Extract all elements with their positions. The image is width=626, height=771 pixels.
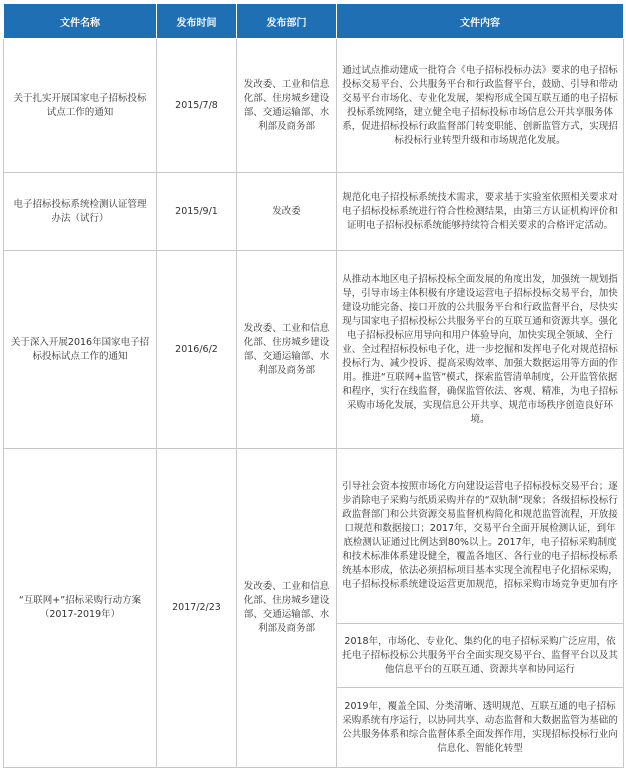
header-file-content: 文件内容: [337, 4, 624, 39]
file-name-cell: 关于深入开展2016年国家电子招标投标试点工作的通知: [4, 251, 157, 449]
header-publish-dept: 发布部门: [237, 4, 337, 39]
publish-dept-cell: 发改委: [237, 173, 337, 251]
file-content-cell: 规范化电子招投标系统技术需求，要求基于实验室依照相关要求对电子招标投标系统进行符合性检测结果，由第三方认证机构评价和证明电子招标投标系统能够持续符合相关要求的合格评定活动。: [337, 173, 624, 251]
publish-date-cell: 2015/7/8: [157, 39, 237, 173]
file-content-cell: 通过试点推动建成一批符合《电子招标投标办法》要求的电子招标投标交易平台、公共服务平台和行政监督平台，鼓励、引导和带动交易平台市场化、专业化发展，架构形成全国互联互通的电子招标投标系统网络，建立健全电子招标投标市场信息公开共享服务体系，促进招标投标行政监督部门转变职能、创新监管方式，实现招标投标行业转型升级和市场规范化发展。: [337, 39, 624, 173]
file-content-cell-2017: 引导社会资本按照市场化方向建设运营电子招标投标交易平台；逐步消除电子采购与纸质采购并存的“双轨制”现象；各级招标投标行政监督部门和公共资源交易监督机构简化和规范监管流程，开放接口规范和数据接口；2017年，交易平台全面开展检测认证，到年底检测认证通过比例达到80%以上。2017年，电子招标采购制度和技术标准体系建设健全，覆盖各地区、各行业的电子招标投标系统基本形成，依法必须招标项目基本实现全流程电子化招标采购，电子招标投标系统建设运营更加规范，招标采购市场竞争更加有序: [337, 449, 624, 624]
file-content-cell: 从推动本地区电子招标投标全面发展的角度出发，加强统一规划指导，引导市场主体积极有序建设运营电子招标投标交易平台，加快建设功能完备、接口开放的公共服务平台和行政监督平台，尽快实现与国家电子招标投标公共服务平台的互联互通和资源共享。强化电子招标投标应用导向和用户体验导向，加快实现全领域、全行业、全过程招标投标电子化，进一步挖掘和发挥电子化对规范招标投标行为、减少投诉、提高采购效率、加强大数据运用等方面的作用。推进“互联网+监管”模式，探索监管清单制度，公开监管依据和程序，实行在线监督，确保监管依法、客观、精准，为电子招标采购市场化发展，实现信息公开共享、规范市场秩序创造良好环境。: [337, 251, 624, 449]
table-row: [4, 173, 624, 251]
file-name-cell: “互联网+”招标采购行动方案（2017-2019年）: [4, 449, 157, 768]
publish-date-cell: 2015/9/1: [157, 173, 237, 251]
header-file-name: 文件名称: [4, 4, 157, 39]
table-row: [4, 449, 624, 624]
file-name-cell: 电子招标投标系统检测认证管理办法（试行）: [4, 173, 157, 251]
file-content-cell-2019: 2019年，覆盖全国、分类清晰、透明规范、互联互通的电子招标采购系统有序运行，以协同共享、动态监督和大数据监管为基础的公共服务体系和综合监督体系全面发挥作用，实现招标投标行业向信息化、智能化转型: [337, 688, 624, 768]
header-row: [4, 4, 624, 39]
file-name-cell: 关于扎实开展国家电子招标投标试点工作的通知: [4, 39, 157, 173]
table-row: [4, 39, 624, 173]
policy-table: [3, 3, 624, 768]
header-publish-date: 发布时间: [157, 4, 237, 39]
file-content-cell-2018: 2018年，市场化、专业化、集约化的电子招标采购广泛应用，依托电子招标投标公共服务平台全面实现交易平台、监督平台以及其他信息平台的互联互通、资源共享和协同运行: [337, 624, 624, 688]
publish-dept-cell: 发改委、工业和信息化部、住房城乡建设部、交通运输部、水利部及商务部: [237, 449, 337, 768]
publish-date-cell: 2016/6/2: [157, 251, 237, 449]
publish-dept-cell: 发改委、工业和信息化部、住房城乡建设部、交通运输部、水利部及商务部: [237, 251, 337, 449]
publish-date-cell: 2017/2/23: [157, 449, 237, 768]
table-row: [4, 251, 624, 449]
publish-dept-cell: 发改委、工业和信息化部、住房城乡建设部、交通运输部、水利部及商务部: [237, 39, 337, 173]
